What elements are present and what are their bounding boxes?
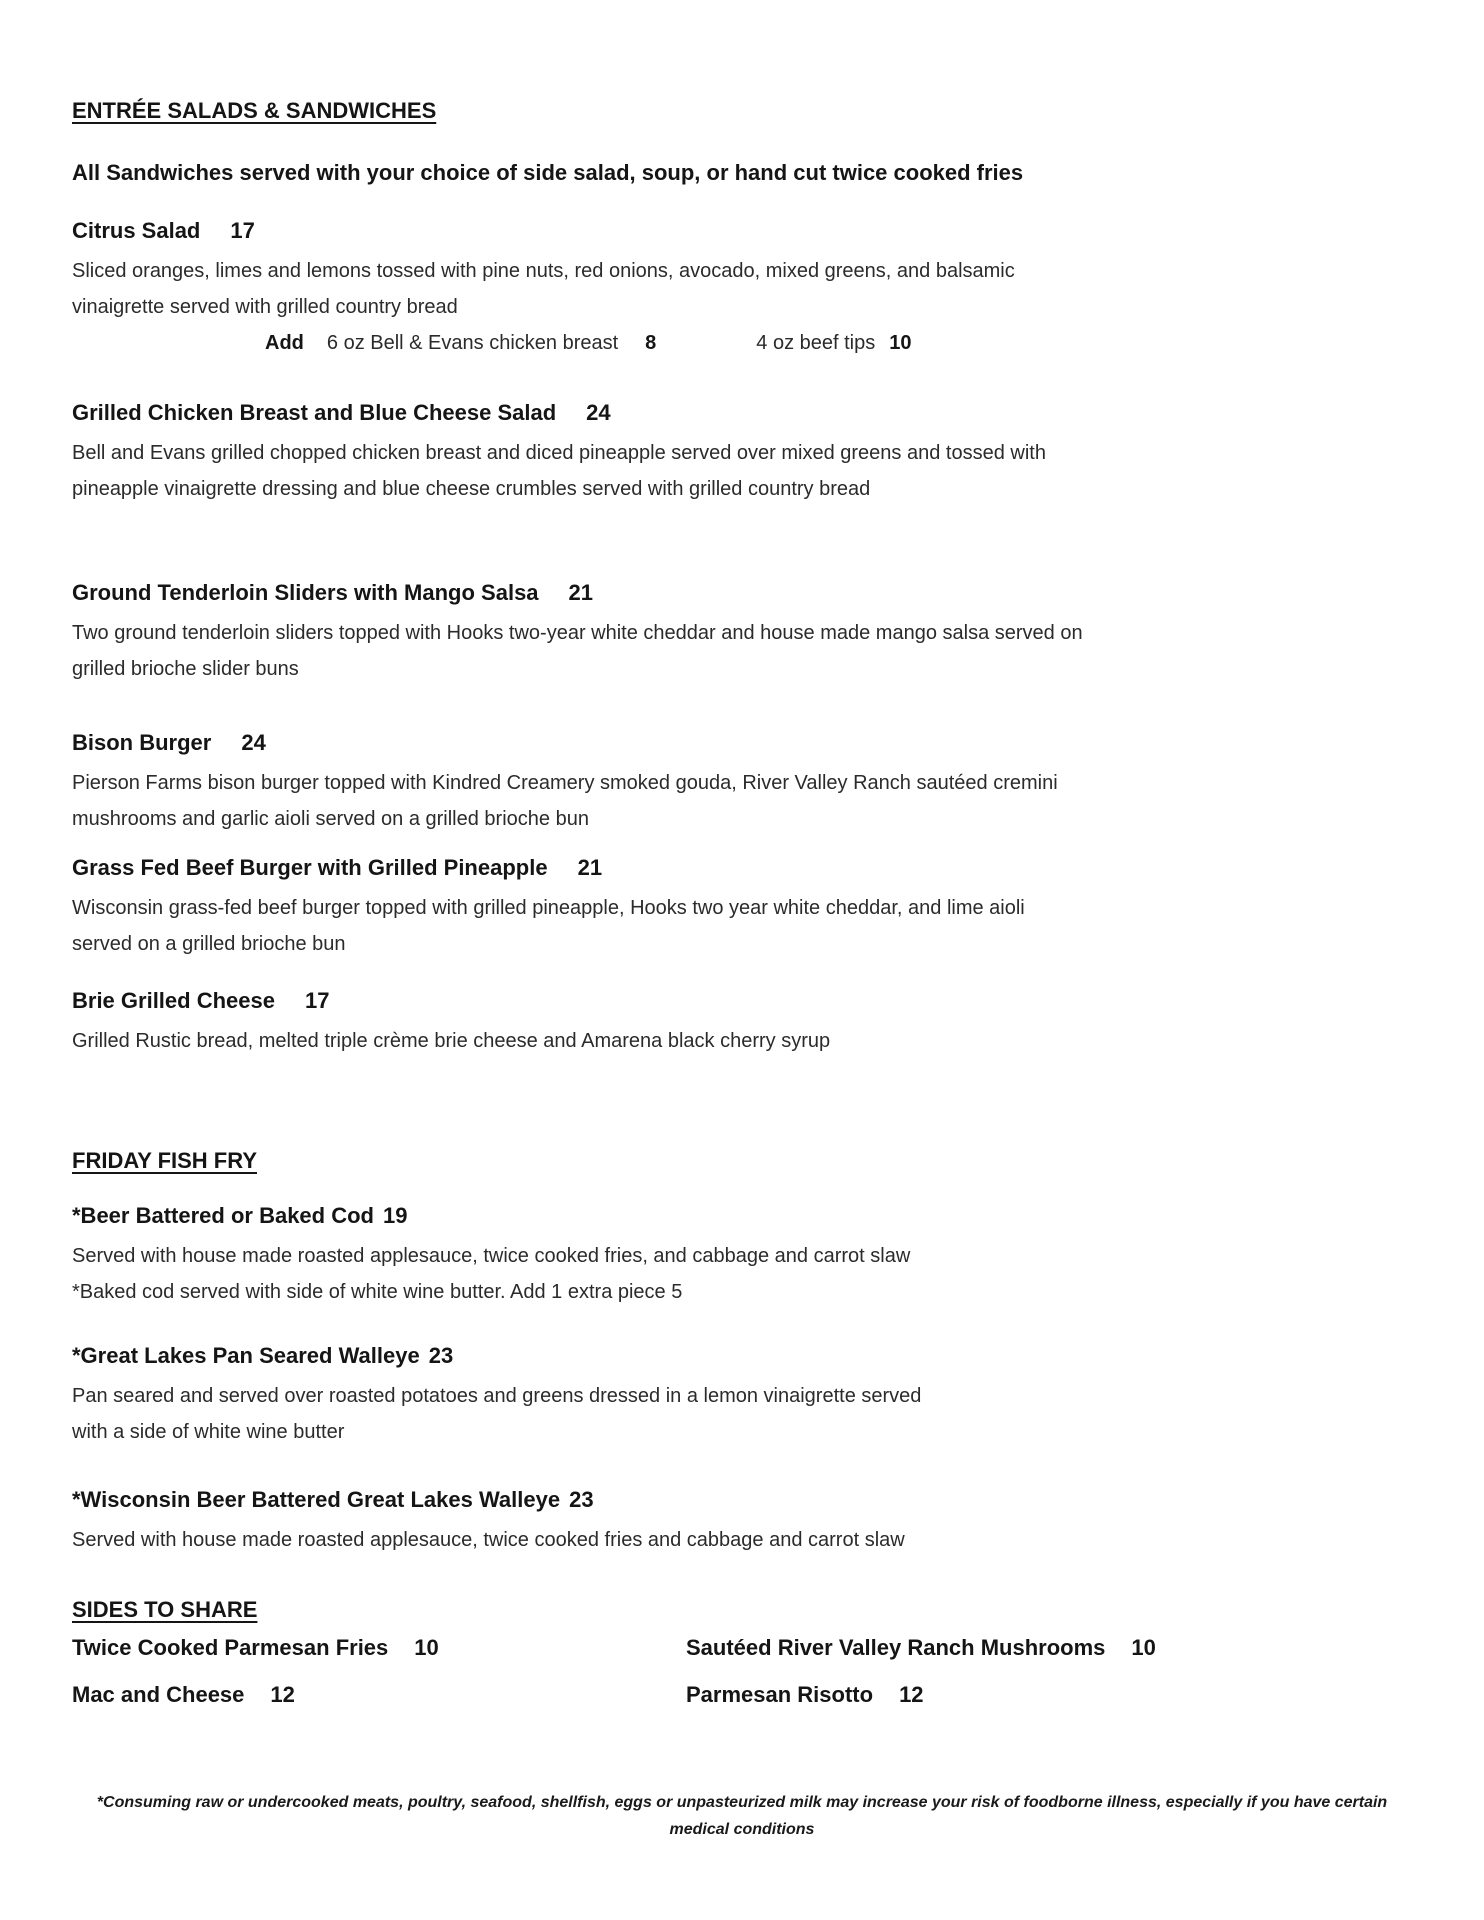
disclaimer-line: *Consuming raw or undercooked meats, poultry, seafood, shellfish, eggs or unpasteurized milk may increase your risk of foodborne illness, especially if you have certain [96, 1794, 1388, 1811]
side-name: Twice Cooked Parmesan Fries [72, 1635, 389, 1660]
description-line: with a side of white wine butter [72, 1421, 345, 1443]
item-name: *Beer Battered or Baked Cod [72, 1203, 374, 1228]
side-price: 12 [899, 1682, 924, 1707]
item-heading [72, 855, 1484, 881]
menu-item-bison-burger [72, 730, 1484, 837]
description-line: grilled brioche slider buns [72, 658, 299, 680]
addon-price: 10 [889, 332, 912, 354]
item-price: 24 [586, 400, 611, 425]
side-item-parmesan-risotto [686, 1682, 1484, 1708]
description-line: Served with house made roasted applesauce, twice cooked fries and cabbage and carrot slaw [72, 1529, 905, 1551]
section-title-entree: ENTRÉE SALADS & SANDWICHES [72, 98, 437, 123]
description-line: Served with house made roasted applesauce, twice cooked fries, and cabbage and carrot slaw [72, 1245, 911, 1267]
addon-option: 6 oz Bell & Evans chicken breast [326, 332, 619, 354]
item-description [72, 765, 1484, 837]
description-line: Sliced oranges, limes and lemons tossed with pine nuts, red onions, avocado, mixed greens, and balsamic [72, 260, 1015, 282]
menu-item-brie-grilled-cheese [72, 988, 1484, 1059]
item-price: 17 [230, 218, 255, 243]
sandwich-note: All Sandwiches served with your choice of side salad, soup, or hand cut twice cooked fries [72, 160, 1024, 185]
item-name: Citrus Salad [72, 218, 201, 243]
item-description [72, 615, 1484, 687]
menu-item-beer-battered-cod [72, 1203, 1484, 1310]
description-line: Two ground tenderloin sliders topped with Hooks two-year white cheddar and house made mango salsa served on [72, 622, 1083, 644]
item-description [72, 253, 1484, 361]
side-price: 12 [270, 1682, 295, 1707]
item-price: 23 [428, 1343, 454, 1368]
description-line: Bell and Evans grilled chopped chicken breast and diced pineapple served over mixed greens and tossed with [72, 442, 1046, 464]
side-item-mac-and-cheese [72, 1682, 686, 1708]
item-name: Ground Tenderloin Sliders with Mango Salsa [72, 580, 539, 605]
item-name: *Wisconsin Beer Battered Great Lakes Walleye [72, 1487, 561, 1512]
item-description [72, 435, 1484, 507]
section-title-sides: SIDES TO SHARE [72, 1597, 258, 1622]
item-heading [72, 580, 1484, 606]
menu-item-grilled-chicken-salad [72, 400, 1484, 507]
side-name: Parmesan Risotto [686, 1682, 874, 1707]
item-description [72, 890, 1484, 962]
side-price: 10 [414, 1635, 439, 1660]
side-item-parmesan-fries [72, 1635, 686, 1661]
side-name: Sautéed River Valley Ranch Mushrooms [686, 1635, 1106, 1660]
item-name: *Great Lakes Pan Seared Walleye [72, 1343, 420, 1368]
section-title-fish-fry: FRIDAY FISH FRY [72, 1148, 257, 1173]
menu-item-grass-fed-burger [72, 855, 1484, 962]
side-item-ranch-mushrooms [686, 1635, 1484, 1661]
addon-line [72, 325, 1484, 361]
addon-option: 4 oz beef tips [756, 332, 876, 354]
item-description [72, 1238, 1484, 1310]
menu-item-citrus-salad [72, 218, 1484, 361]
description-line: pineapple vinaigrette dressing and blue cheese crumbles served with grilled country bread [72, 478, 871, 500]
item-description [72, 1023, 1484, 1059]
description-line: mushrooms and garlic aioli served on a grilled brioche bun [72, 808, 589, 830]
menu-item-beer-battered-walleye [72, 1487, 1484, 1558]
description-line: vinaigrette served with grilled country bread [72, 296, 458, 318]
disclaimer [0, 1789, 1484, 1843]
description-line: Grilled Rustic bread, melted triple crème brie cheese and Amarena black cherry syrup [72, 1030, 831, 1052]
item-description [72, 1522, 1484, 1558]
disclaimer-line: medical conditions [669, 1821, 815, 1838]
item-heading [72, 1487, 1484, 1513]
description-line: Wisconsin grass-fed beef burger topped with grilled pineapple, Hooks two year white cheddar, and lime aioli [72, 897, 1025, 919]
item-price: 21 [577, 855, 603, 880]
item-heading [72, 1203, 1484, 1229]
sides-grid [72, 1635, 1484, 1708]
menu-item-pan-seared-walleye [72, 1343, 1484, 1450]
item-heading [72, 988, 1484, 1014]
item-name: Grass Fed Beef Burger with Grilled Pineapple [72, 855, 548, 880]
item-heading [72, 730, 1484, 756]
side-price: 10 [1131, 1635, 1156, 1660]
item-price: 24 [241, 730, 266, 755]
addon-label: Add [265, 332, 304, 354]
section-entree-salads-sandwiches [72, 98, 1484, 1059]
description-line: served on a grilled brioche bun [72, 933, 346, 955]
item-price: 21 [568, 580, 594, 605]
item-price: 17 [304, 988, 330, 1013]
item-name: Grilled Chicken Breast and Blue Cheese Salad [72, 400, 557, 425]
item-price: 23 [569, 1487, 594, 1512]
item-description [72, 1378, 1484, 1450]
menu-item-tenderloin-sliders [72, 580, 1484, 687]
description-line: Pan seared and served over roasted potatoes and greens dressed in a lemon vinaigrette served [72, 1385, 922, 1407]
item-heading [72, 400, 1484, 426]
section-sides-to-share [72, 1597, 1484, 1708]
description-line: Pierson Farms bison burger topped with Kindred Creamery smoked gouda, River Valley Ranch sautéed cremini [72, 772, 1058, 794]
description-line: *Baked cod served with side of white wine butter. Add 1 extra piece 5 [72, 1281, 683, 1303]
item-name: Bison Burger [72, 730, 212, 755]
item-name: Brie Grilled Cheese [72, 988, 275, 1013]
addon-price: 8 [645, 332, 657, 354]
item-heading [72, 218, 1484, 244]
item-price: 19 [382, 1203, 408, 1228]
side-name: Mac and Cheese [72, 1682, 245, 1707]
item-heading [72, 1343, 1484, 1369]
section-friday-fish-fry [72, 1148, 1484, 1558]
